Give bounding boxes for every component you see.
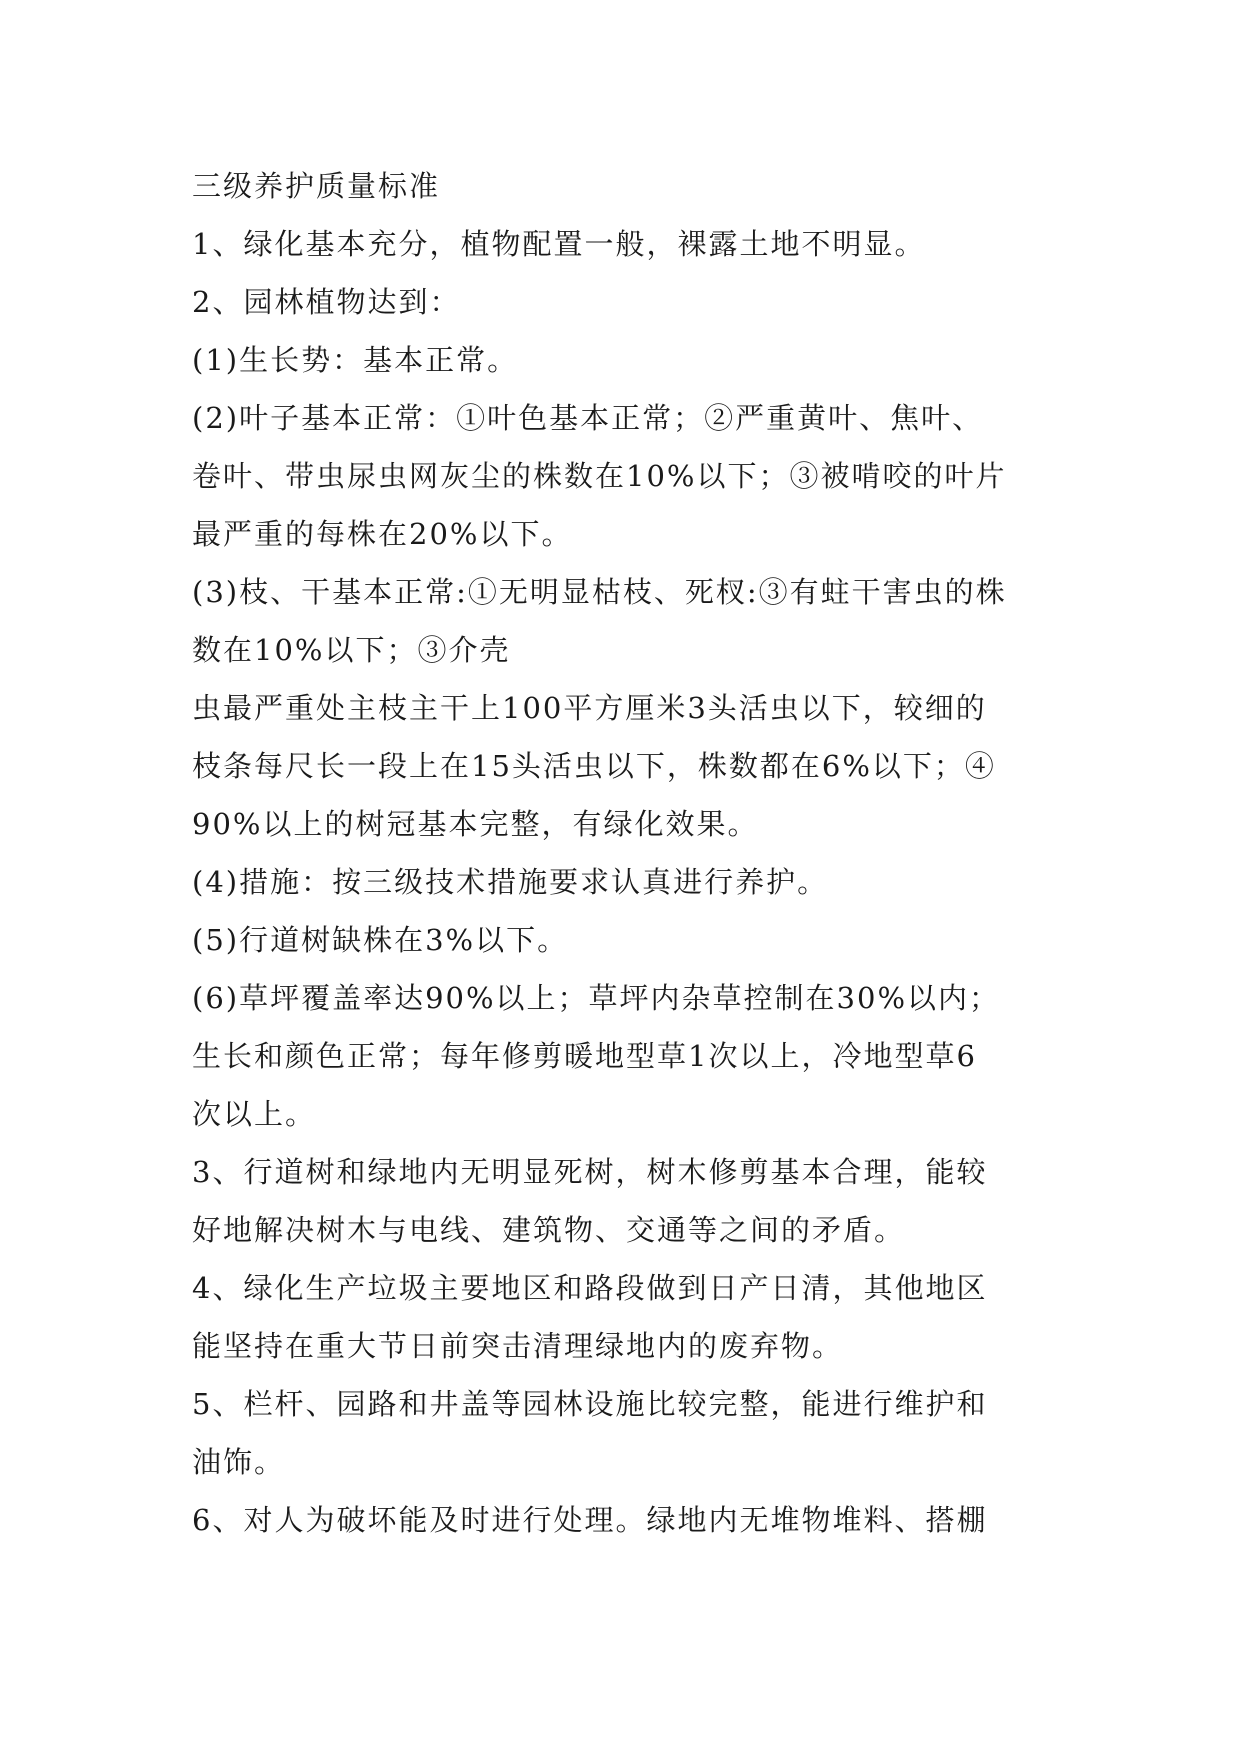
paragraph-line: 最严重的每株在20%以下。 xyxy=(192,517,573,551)
paragraph-line: (4)措施：按三级技术措施要求认真进行养护。 xyxy=(192,865,829,899)
paragraph-line: (2)叶子基本正常：①叶色基本正常；②严重黄叶、焦叶、 xyxy=(192,401,984,435)
paragraph-line: 数在10%以下；③介壳 xyxy=(192,633,511,667)
paragraph-line: 2、园林植物达到： xyxy=(192,285,461,319)
paragraph-line: 次以上。 xyxy=(192,1097,317,1131)
paragraph-line: (5)行道树缺株在3%以下。 xyxy=(192,923,569,957)
paragraph-line: 能坚持在重大节日前突击清理绿地内的废弃物。 xyxy=(192,1329,844,1363)
paragraph-line: 5、栏杆、园路和井盖等园林设施比较完整，能进行维护和 xyxy=(192,1387,988,1421)
document-title: 三级养护质量标准 xyxy=(192,169,441,203)
paragraph-line: 枝条每尺长一段上在15头活虫以下，株数都在6%以下；④ xyxy=(192,749,996,783)
paragraph-line: (6)草坪覆盖率达90%以上；草坪内杂草控制在30%以内； xyxy=(192,981,1000,1015)
paragraph-line: 4、绿化生产垃圾主要地区和路段做到日产日清，其他地区 xyxy=(192,1271,988,1305)
paragraph-line: 虫最严重处主枝主干上100平方厘米3头活虫以下，较细的 xyxy=(192,691,987,725)
paragraph-line: 卷叶、带虫尿虫网灰尘的株数在10%以下；③被啃咬的叶片 xyxy=(192,459,1007,493)
paragraph-line: 6、对人为破坏能及时进行处理。绿地内无堆物堆料、搭棚 xyxy=(192,1503,988,1537)
paragraph-line: 生长和颜色正常；每年修剪暖地型草1次以上，冷地型草6 xyxy=(192,1039,977,1073)
paragraph-line: 1、绿化基本充分，植物配置一般，裸露土地不明显。 xyxy=(192,227,926,261)
paragraph-line: (3)枝、干基本正常:①无明显枯枝、死杈:③有蛀干害虫的株 xyxy=(192,575,1007,609)
document-body xyxy=(192,157,1072,1549)
paragraph-line: (1)生长势：基本正常。 xyxy=(192,343,519,377)
paragraph-line: 90%以上的树冠基本完整，有绿化效果。 xyxy=(192,807,759,841)
paragraph-line: 油饰。 xyxy=(192,1445,286,1479)
paragraph-line: 好地解决树木与电线、建筑物、交通等之间的矛盾。 xyxy=(192,1213,906,1247)
paragraph-line: 3、行道树和绿地内无明显死树，树木修剪基本合理，能较 xyxy=(192,1155,988,1189)
